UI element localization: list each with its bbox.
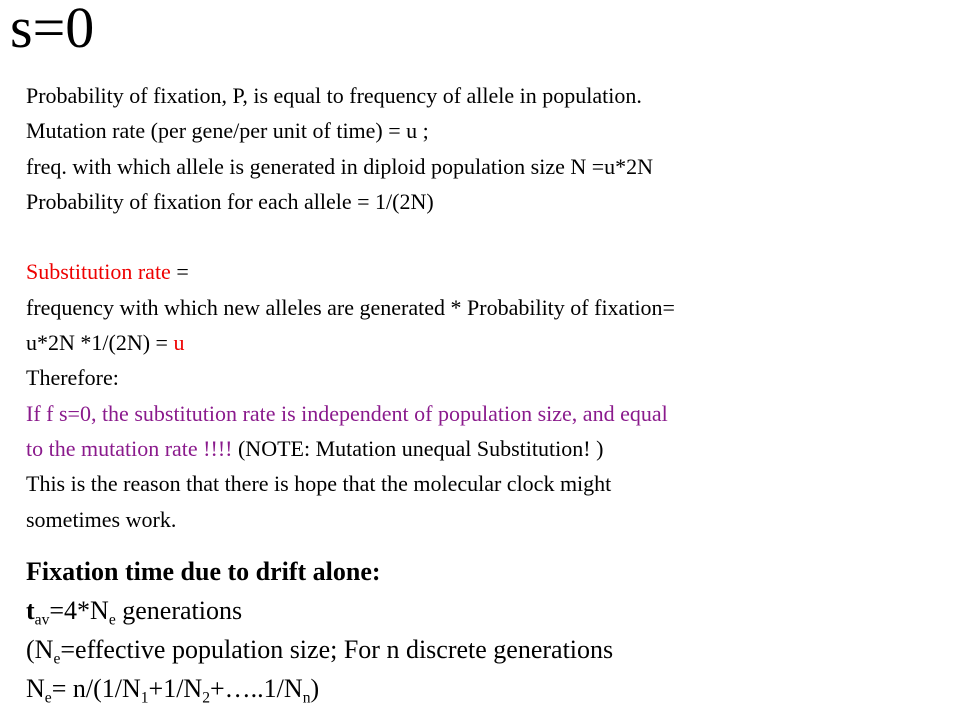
ne-definition xyxy=(26,630,613,669)
ne-formula xyxy=(26,669,613,708)
text-line-4: Probability of fixation for each allele = 1/(2N) xyxy=(26,188,434,214)
text-line-3: freq. with which allele is generated in diploid population size N =u*2N xyxy=(26,153,654,179)
generations-text: generations xyxy=(115,596,243,625)
av-subscript: av xyxy=(34,611,50,629)
sub-1: 1 xyxy=(140,689,149,707)
tav-eq: =4*N xyxy=(49,596,109,625)
fixation-heading: Fixation time due to drift alone: xyxy=(26,557,381,586)
blank-line xyxy=(26,219,675,254)
e-subscript: e xyxy=(44,689,52,707)
ne-eq: = n/(1/N xyxy=(51,674,141,703)
sub-2: 2 xyxy=(202,689,211,707)
slide-title: s=0 xyxy=(10,0,95,60)
formula-text: u*2N *1/(2N) = xyxy=(26,330,174,356)
fixation-section xyxy=(26,552,613,708)
text-line-8: Therefore: xyxy=(26,365,119,391)
text-line-6: frequency with which new alleles are generated * Probability of fixation= xyxy=(26,294,675,320)
substitution-rate-label: Substitution rate xyxy=(26,259,171,285)
text-line-10 xyxy=(26,431,675,466)
text-line-2: Mutation rate (per gene/per unit of time) = u ; xyxy=(26,118,429,144)
text-line-11: This is the reason that there is hope that the molecular clock might xyxy=(26,471,612,497)
result-u: u xyxy=(173,330,185,356)
e-subscript: e xyxy=(53,650,61,668)
ne-open: (N xyxy=(26,635,54,664)
text-line-12: sometimes work. xyxy=(26,506,177,532)
close-paren: ) xyxy=(310,674,320,703)
ne-N: N xyxy=(26,674,45,703)
tav-formula xyxy=(26,591,613,630)
text-line-5 xyxy=(26,254,675,289)
mutation-rate-emphasis: to the mutation rate !!!! xyxy=(26,435,238,461)
t-symbol: t xyxy=(26,596,35,625)
text-line-1: Probability of fixation, P, is equal to frequency of allele in population. xyxy=(26,83,642,108)
equals-sign: = xyxy=(170,259,189,285)
body-text xyxy=(26,78,675,537)
ne-text: =effective population size; For n discrete generations xyxy=(60,635,614,664)
sub-n: n xyxy=(302,689,311,707)
text-line-9: If f s=0, the substitution rate is independent of population size, and equal xyxy=(26,400,668,426)
e-subscript: e xyxy=(108,611,116,629)
text-line-7 xyxy=(26,325,675,360)
note-text: (NOTE: Mutation unequal Substitution! ) xyxy=(237,435,604,461)
plus-2: +…..1/N xyxy=(210,674,303,703)
plus-1: +1/N xyxy=(148,674,203,703)
